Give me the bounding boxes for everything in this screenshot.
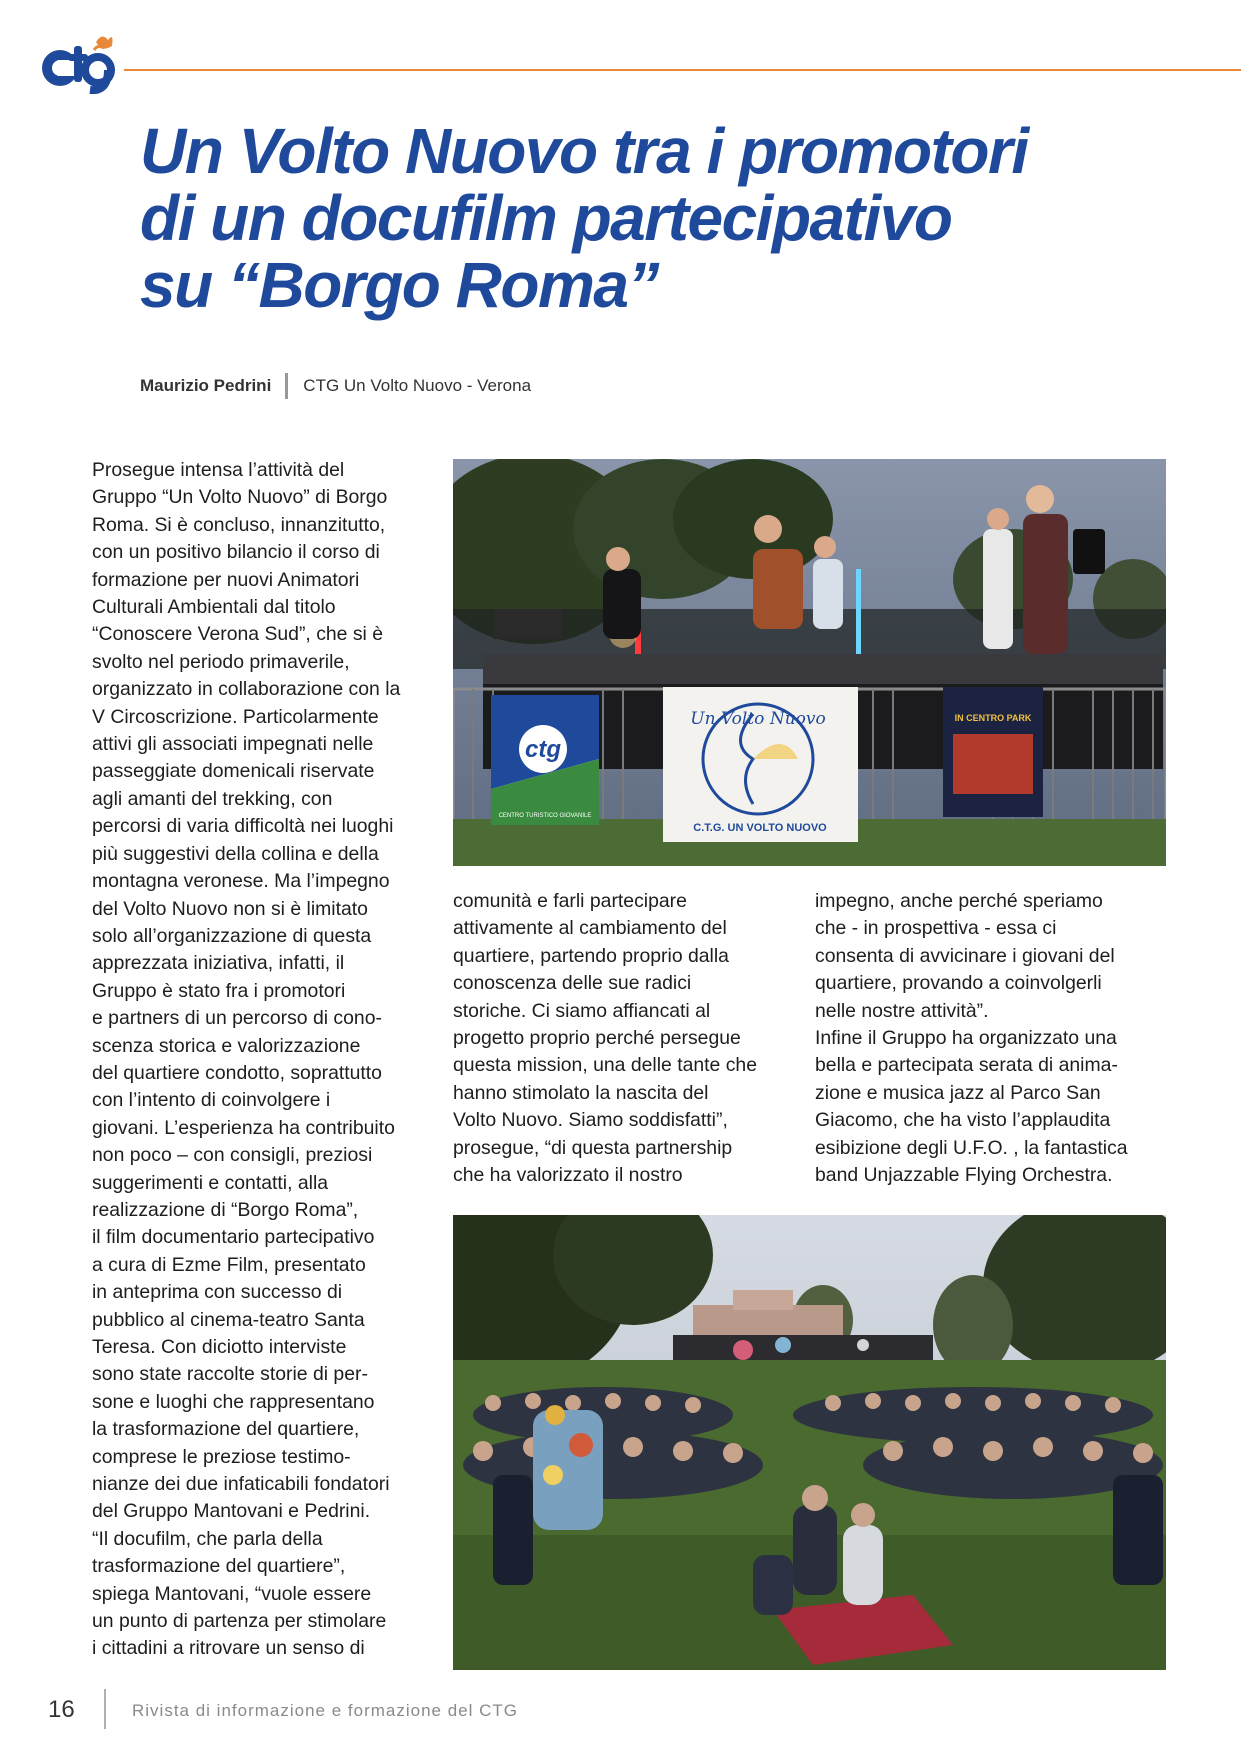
- text-line: “Il docufilm, che parla della: [92, 1527, 323, 1550]
- byline-separator: [285, 373, 288, 399]
- article-title: [140, 115, 1140, 321]
- text-line: impegno, anche perché speriamo: [815, 890, 1103, 912]
- text-line: giovani. L’esperienza ha contribuito: [92, 1116, 395, 1139]
- header-rule: [124, 69, 1241, 71]
- banner-ctg-text: ctg: [525, 736, 561, 763]
- photo-jazz-stage: [453, 459, 1166, 866]
- text-line: del Volto Nuovo non si è limitato: [92, 897, 368, 920]
- text-line: trasformazione del quartiere”,: [92, 1555, 346, 1578]
- byline: [140, 372, 531, 400]
- text-line: attivi gli associati impegnati nelle: [92, 733, 374, 756]
- text-line: bella e partecipata serata di anima-: [815, 1054, 1118, 1077]
- text-line: un punto di partenza per stimolare: [92, 1610, 387, 1633]
- text-line: il film documentario partecipativo: [92, 1226, 375, 1249]
- text-line: hanno stimolato la nascita del: [453, 1081, 709, 1104]
- text-line: i cittadini a ritrovare un senso di: [92, 1637, 365, 1660]
- text-line: comprese le preziose testimo-: [92, 1445, 351, 1468]
- title-line: di un docufilm partecipativo: [140, 182, 952, 254]
- text-line: zione e musica jazz al Parco San: [815, 1081, 1101, 1104]
- magazine-name: Rivista di informazione e formazione del CTG: [132, 1701, 519, 1720]
- text-line: solo all’organizzazione di questa: [92, 924, 372, 947]
- text-line: attivamente al cambiamento del: [453, 917, 727, 940]
- banner-caption-text: C.T.G. UN VOLTO NUOVO: [693, 822, 827, 834]
- text-line: scenza storica e valorizzazione: [92, 1034, 361, 1057]
- text-line: storiche. Ci siamo affiancati al: [453, 999, 711, 1022]
- text-line: pubblico al cinema-teatro Santa: [92, 1308, 365, 1331]
- text-line: esibizione degli U.F.O. , la fantastica: [815, 1136, 1128, 1159]
- banner-ctg-small: CENTRO TURISTICO GIOVANILE: [498, 813, 592, 819]
- text-line: Gruppo “Un Volto Nuovo” di Borgo: [92, 486, 388, 509]
- text-line: svolto nel periodo primaverile,: [92, 650, 350, 673]
- text-line: quartiere, provando a coinvolgerli: [815, 972, 1102, 995]
- poster-text: IN CENTRO PARK: [954, 713, 1032, 723]
- text-line: questa mission, una delle tante che: [453, 1054, 757, 1077]
- text-line: sone e luoghi che rappresentano: [92, 1390, 375, 1413]
- text-line: percorsi di varia difficoltà nei luoghi: [92, 815, 394, 838]
- text-line: conoscenza delle sue radici: [453, 972, 692, 995]
- text-line: Gruppo è stato fra i promotori: [92, 979, 346, 1002]
- text-line: band Unjazzable Flying Orchestra.: [815, 1164, 1113, 1187]
- text-line: Giacomo, che ha visto l’applaudita: [815, 1109, 1111, 1132]
- text-line: Infine il Gruppo ha organizzato una: [815, 1027, 1117, 1050]
- text-line: che - in prospettiva - essa ci: [815, 917, 1057, 940]
- text-line: realizzazione di “Borgo Roma”,: [92, 1198, 359, 1221]
- title-line: Un Volto Nuovo tra i promotori: [140, 115, 1028, 187]
- text-line: spiega Mantovani, “vuole essere: [92, 1582, 372, 1605]
- text-line: del quartiere condotto, soprattutto: [92, 1061, 382, 1084]
- photo-park-audience: [453, 1215, 1166, 1670]
- text-line: con un positivo bilancio il corso di: [92, 541, 380, 564]
- text-line: passeggiate domenicali riservate: [92, 760, 375, 783]
- text-line: sono state raccolte storie di per-: [92, 1363, 368, 1386]
- article-column-3: [815, 888, 1155, 1189]
- text-line: del Gruppo Mantovani e Pedrini.: [92, 1500, 371, 1523]
- text-line: agli amanti del trekking, con: [92, 787, 333, 810]
- text-line: “Conoscere Verona Sud”, che si è: [92, 623, 384, 646]
- text-line: quartiere, partendo proprio dalla: [453, 944, 729, 967]
- text-line: a cura di Ezme Film, presentato: [92, 1253, 366, 1276]
- text-line: la trasformazione del quartiere,: [92, 1418, 360, 1441]
- page-number: 16: [48, 1696, 75, 1723]
- text-line: apprezzata iniziativa, infatti, il: [92, 952, 345, 975]
- text-line: nianze dei due infaticabili fondatori: [92, 1473, 390, 1496]
- text-line: Roma. Si è concluso, innanzitutto,: [92, 513, 386, 536]
- article-column-2: [453, 888, 793, 1189]
- text-line: nelle nostre attività”.: [815, 999, 989, 1022]
- author-organization: CTG Un Volto Nuovo - Verona: [303, 376, 532, 395]
- text-line: comunità e farli partecipare: [453, 890, 687, 912]
- text-line: V Circoscrizione. Particolarmente: [92, 705, 379, 728]
- ctg-logo: [36, 24, 116, 94]
- author-name: Maurizio Pedrini: [140, 376, 272, 395]
- text-line: non poco – con consigli, preziosi: [92, 1144, 373, 1167]
- text-line: più suggestivi della collina e della: [92, 842, 379, 865]
- text-line: consenta di avvicinare i giovani del: [815, 944, 1115, 967]
- banner-script-text: Un Volto Nuovo: [690, 709, 826, 729]
- title-line: su “Borgo Roma”: [140, 249, 658, 321]
- text-line: Prosegue intensa l’attività del: [92, 459, 345, 481]
- text-line: Volto Nuovo. Siamo soddisfatti”,: [453, 1109, 728, 1132]
- text-line: formazione per nuovi Animatori: [92, 568, 360, 591]
- text-line: prosegue, “di questa partnership: [453, 1136, 733, 1159]
- footer-separator: [104, 1689, 106, 1729]
- text-line: con l’intento di coinvolgere i: [92, 1089, 331, 1112]
- text-line: suggerimenti e contatti, alla: [92, 1171, 329, 1194]
- article-column-1: [92, 457, 432, 1663]
- text-line: organizzato in collaborazione con la: [92, 678, 401, 701]
- text-line: e partners di un percorso di cono-: [92, 1007, 382, 1030]
- text-line: montagna veronese. Ma l’impegno: [92, 870, 390, 893]
- text-line: Culturali Ambientali dal titolo: [92, 596, 336, 619]
- text-line: che ha valorizzato il nostro: [453, 1164, 683, 1187]
- text-line: Teresa. Con diciotto interviste: [92, 1336, 347, 1358]
- text-line: progetto proprio perché persegue: [453, 1027, 741, 1050]
- text-line: in anteprima con successo di: [92, 1281, 343, 1304]
